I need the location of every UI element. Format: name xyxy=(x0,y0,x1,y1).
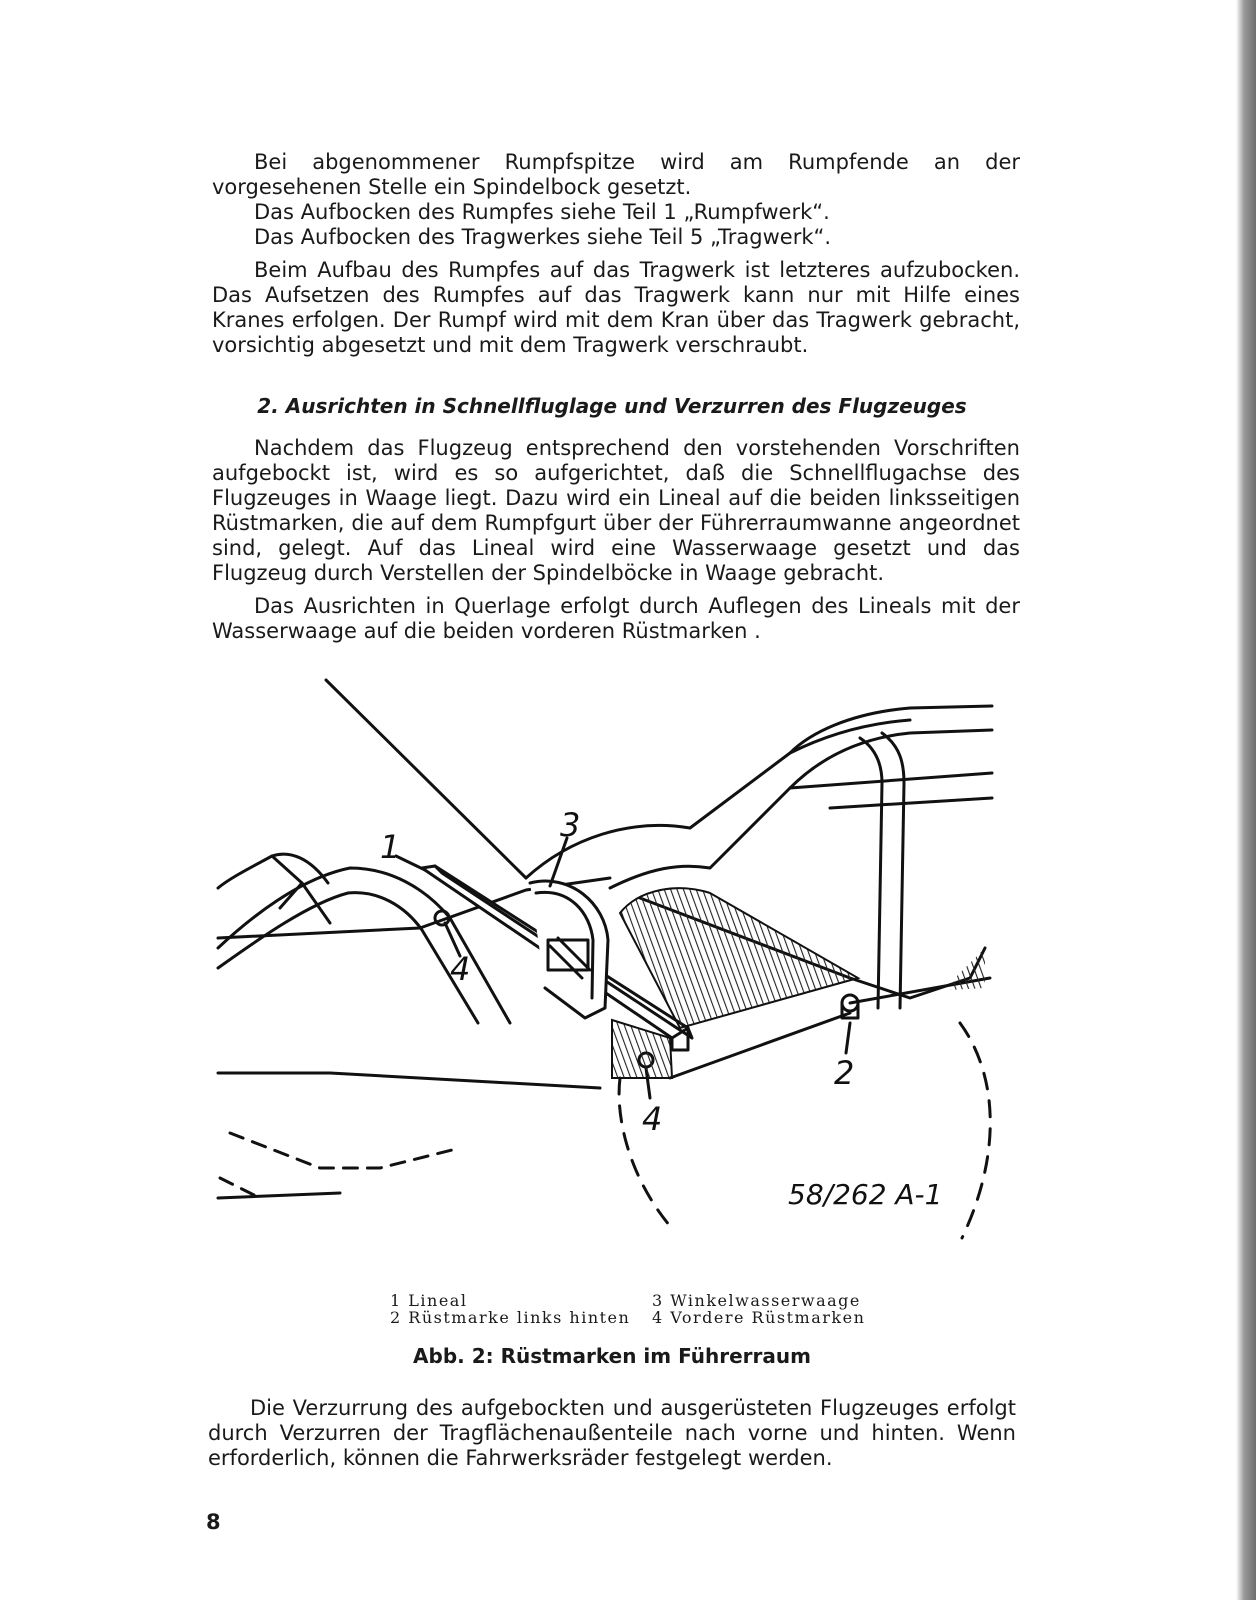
paragraph-querlage: Das Ausrichten in Querlage erfolgt durch Auflegen des Lineals mit der Wasserwaage auf die beiden vorderen Rüstmarken . xyxy=(212,594,1020,643)
legend-item-4: 4 Vordere Rüstmarken xyxy=(652,1308,866,1327)
page-edge-shadow xyxy=(1236,0,1256,1600)
bottom-text-block xyxy=(208,1396,1016,1471)
callout-2: 2 xyxy=(834,1054,855,1092)
callout-1: 1 xyxy=(380,828,401,866)
callout-4-left: 4 xyxy=(450,950,471,988)
page-number: 8 xyxy=(206,1510,221,1534)
section-heading: 2. Ausrichten in Schnellfluglage und Verzurren des Flugzeuges xyxy=(257,394,967,418)
cockpit-diagram xyxy=(210,678,1022,1262)
callout-4-right: 4 xyxy=(642,1100,663,1138)
paragraph-rumpfwerk: Das Aufbocken des Rumpfes siehe Teil 1 „Rumpfwerk“. xyxy=(254,200,830,224)
top-text-block xyxy=(212,150,1020,358)
legend-left xyxy=(390,1292,630,1326)
cockpit-drawing xyxy=(210,678,1022,1262)
paragraph-verzurrung: Die Verzurrung des aufgebockten und ausgerüsteten Flugzeuges erfolgt durch Verzurren der Tragflächenaußenteile nach vorne und hinten. Wenn erforderlich, können die Fahrwerksräder festgelegt werden. xyxy=(208,1396,1016,1470)
figure-reference: 58/262 A-1 xyxy=(788,1178,943,1211)
callout-3: 3 xyxy=(560,806,581,844)
paragraph-spindelbock: Bei abgenommener Rumpfspitze wird am Rumpfende an der vorgesehenen Stelle ein Spindelbock gesetzt. xyxy=(212,150,1020,199)
middle-text-block xyxy=(212,436,1020,644)
paragraph-aufbau: Beim Aufbau des Rumpfes auf das Tragwerk ist letzteres aufzubocken. Das Aufsetzen des Rumpfes auf das Tragwerk kann nur mit Hilfe eines Kranes erfolgen. Der Rumpf wird mit dem Kran über das Tragwerk gebracht, vorsichtig abgesetzt und mit dem Tragwerk verschraubt. xyxy=(212,258,1020,357)
legend-item-1: 1 Lineal xyxy=(390,1291,468,1310)
figure-caption: Abb. 2: Rüstmarken im Führerraum xyxy=(413,1344,811,1368)
paragraph-tragwerk: Das Aufbocken des Tragwerkes siehe Teil 5 „Tragwerk“. xyxy=(254,225,832,249)
paragraph-ausrichten: Nachdem das Flugzeug entsprechend den vorstehenden Vorschriften aufgebockt ist, wird es so aufgerichtet, daß die Schnellflugachse des Flugzeuges in Waage liegt. Dazu wird ein Lineal auf die beiden linksseitigen Rüstmarken, die auf dem Rumpfgurt über der Führerraumwanne angeordnet sind, gelegt. Auf das Lineal wird eine Wasserwaage gesetzt und das Flugzeug durch Verstellen der Spindelböcke in Waage gebracht. xyxy=(212,436,1020,585)
legend-right xyxy=(652,1292,865,1326)
legend-item-2: 2 Rüstmarke links hinten xyxy=(390,1308,631,1327)
legend-item-3: 3 Winkelwasserwaage xyxy=(652,1291,861,1310)
